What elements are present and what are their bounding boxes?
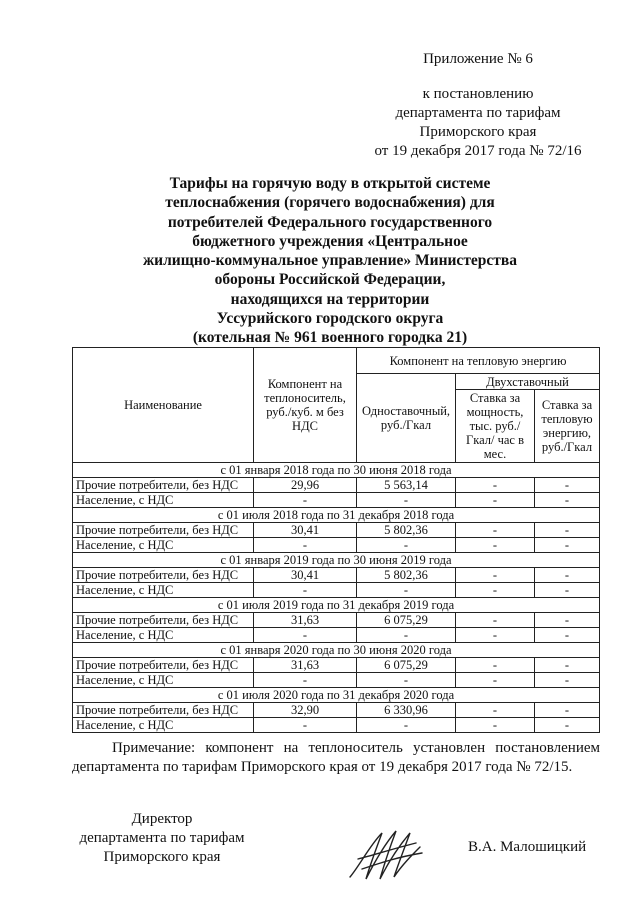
cell-name: Население, с НДС bbox=[73, 673, 254, 688]
table-row bbox=[73, 478, 600, 493]
cell-power: - bbox=[456, 628, 535, 643]
appendix-header bbox=[358, 50, 598, 161]
title-line: (котельная № 961 военного городка 21) bbox=[192, 329, 468, 347]
cell-single: - bbox=[357, 538, 456, 553]
period-row bbox=[73, 643, 600, 658]
header-single-rate: Одноставочный, руб./Гкал bbox=[357, 374, 456, 463]
cell-carrier: 31,63 bbox=[254, 658, 357, 673]
cell-name: Население, с НДС bbox=[73, 628, 254, 643]
period-label: с 01 января 2020 года по 30 июня 2020 года bbox=[73, 643, 600, 658]
cell-name: Население, с НДС bbox=[73, 493, 254, 508]
header-energy-component: Компонент на тепловую энергию bbox=[357, 348, 600, 374]
cell-energy: - bbox=[535, 628, 600, 643]
title-line: Тарифы на горячую воду в открытой системе bbox=[169, 175, 491, 192]
cell-power: - bbox=[456, 523, 535, 538]
header-line: к постановлению bbox=[422, 86, 534, 102]
table-row bbox=[73, 703, 600, 718]
cell-single: - bbox=[357, 583, 456, 598]
period-row bbox=[73, 508, 600, 523]
cell-energy: - bbox=[535, 523, 600, 538]
title-line: обороны Российской Федерации, bbox=[214, 271, 446, 289]
cell-carrier: 31,63 bbox=[254, 613, 357, 628]
cell-power: - bbox=[456, 703, 535, 718]
cell-carrier: - bbox=[254, 538, 357, 553]
cell-single: 6 330,96 bbox=[357, 703, 456, 718]
cell-name: Население, с НДС bbox=[73, 538, 254, 553]
cell-name: Население, с НДС bbox=[73, 583, 254, 598]
table-row bbox=[73, 673, 600, 688]
table-row bbox=[73, 718, 600, 733]
period-row bbox=[73, 553, 600, 568]
cell-energy: - bbox=[535, 493, 600, 508]
period-row bbox=[73, 688, 600, 703]
cell-carrier: 30,41 bbox=[254, 568, 357, 583]
cell-name: Прочие потребители, без НДС bbox=[73, 523, 254, 538]
cell-power: - bbox=[456, 568, 535, 583]
cell-name: Население, с НДС bbox=[73, 718, 254, 733]
cell-name: Прочие потребители, без НДС bbox=[73, 478, 254, 493]
cell-power: - bbox=[456, 538, 535, 553]
table-row bbox=[73, 658, 600, 673]
header-line: Приморского края bbox=[419, 124, 537, 140]
period-label: с 01 июля 2018 года по 31 декабря 2018 года bbox=[73, 508, 600, 523]
cell-energy: - bbox=[535, 583, 600, 598]
cell-energy: - bbox=[535, 478, 600, 493]
title-line: бюджетного учреждения «Центральное bbox=[192, 232, 468, 250]
cell-power: - bbox=[456, 493, 535, 508]
cell-energy: - bbox=[535, 613, 600, 628]
period-row bbox=[73, 463, 600, 478]
table-row bbox=[73, 523, 600, 538]
appendix-number: Приложение № 6 bbox=[423, 51, 533, 67]
cell-carrier: - bbox=[254, 628, 357, 643]
header-power-rate: Ставка за мощность, тыс. руб./Гкал/ час в мес. bbox=[456, 390, 535, 463]
position-line: департамента по тарифам bbox=[79, 830, 245, 846]
header-carrier: Компонент на теплоноситель, руб./куб. м без НДС bbox=[254, 348, 357, 463]
cell-carrier: - bbox=[254, 493, 357, 508]
header-line: департамента по тарифам bbox=[395, 105, 561, 121]
cell-energy: - bbox=[535, 538, 600, 553]
cell-single: - bbox=[357, 628, 456, 643]
cell-single: 5 802,36 bbox=[357, 568, 456, 583]
cell-power: - bbox=[456, 673, 535, 688]
cell-name: Прочие потребители, без НДС bbox=[73, 658, 254, 673]
document-title bbox=[110, 174, 550, 348]
signatory-position bbox=[72, 810, 252, 867]
cell-power: - bbox=[456, 583, 535, 598]
header-line: от 19 декабря 2017 года № 72/16 bbox=[374, 143, 582, 159]
title-line: находящихся на территории bbox=[230, 290, 430, 308]
cell-energy: - bbox=[535, 658, 600, 673]
header-name: Наименование bbox=[73, 348, 254, 463]
tariff-body bbox=[73, 463, 600, 733]
cell-carrier: 32,90 bbox=[254, 703, 357, 718]
cell-power: - bbox=[456, 658, 535, 673]
cell-power: - bbox=[456, 718, 535, 733]
table-row bbox=[73, 568, 600, 583]
cell-name: Прочие потребители, без НДС bbox=[73, 613, 254, 628]
title-line: жилищно-коммунальное управление» Министерства bbox=[142, 252, 518, 270]
cell-single: - bbox=[357, 718, 456, 733]
cell-single: 5 802,36 bbox=[357, 523, 456, 538]
cell-single: - bbox=[357, 673, 456, 688]
cell-carrier: - bbox=[254, 673, 357, 688]
title-line: Уссурийского городского округа bbox=[216, 310, 444, 328]
tariff-table bbox=[72, 347, 600, 733]
cell-single: 5 563,14 bbox=[357, 478, 456, 493]
signatory-name: В.А. Малошицкий bbox=[468, 839, 587, 855]
cell-carrier: 29,96 bbox=[254, 478, 357, 493]
note-text: Примечание: компонент на теплоноситель установлен постановлением департамента по тарифам Приморского края от 19 декабря 2017 года № 72/15. bbox=[72, 740, 600, 775]
cell-name: Прочие потребители, без НДС bbox=[73, 568, 254, 583]
cell-name: Прочие потребители, без НДС bbox=[73, 703, 254, 718]
period-label: с 01 июля 2020 года по 31 декабря 2020 года bbox=[73, 688, 600, 703]
handwritten-signature bbox=[340, 825, 430, 885]
title-line: теплоснабжения (горячего водоснабжения) для bbox=[165, 194, 495, 212]
cell-energy: - bbox=[535, 718, 600, 733]
cell-carrier: - bbox=[254, 583, 357, 598]
period-label: с 01 января 2018 года по 30 июня 2018 года bbox=[73, 463, 600, 478]
table-row bbox=[73, 628, 600, 643]
cell-carrier: 30,41 bbox=[254, 523, 357, 538]
cell-energy: - bbox=[535, 703, 600, 718]
cell-energy: - bbox=[535, 568, 600, 583]
position-line: Директор bbox=[131, 811, 193, 827]
table-row bbox=[73, 493, 600, 508]
cell-power: - bbox=[456, 478, 535, 493]
cell-single: 6 075,29 bbox=[357, 613, 456, 628]
table-row bbox=[73, 613, 600, 628]
header-energy-rate: Ставка за тепловую энергию, руб./Гкал bbox=[535, 390, 600, 463]
cell-single: 6 075,29 bbox=[357, 658, 456, 673]
table-row bbox=[73, 583, 600, 598]
cell-energy: - bbox=[535, 673, 600, 688]
title-line: потребителей Федерального государственного bbox=[167, 213, 493, 231]
period-label: с 01 января 2019 года по 30 июня 2019 года bbox=[73, 553, 600, 568]
table-row bbox=[73, 538, 600, 553]
cell-carrier: - bbox=[254, 718, 357, 733]
position-line: Приморского края bbox=[103, 849, 221, 865]
header-two-rate: Двухставочный bbox=[456, 374, 600, 390]
cell-power: - bbox=[456, 613, 535, 628]
cell-single: - bbox=[357, 493, 456, 508]
period-label: с 01 июля 2019 года по 31 декабря 2019 года bbox=[73, 598, 600, 613]
period-row bbox=[73, 598, 600, 613]
